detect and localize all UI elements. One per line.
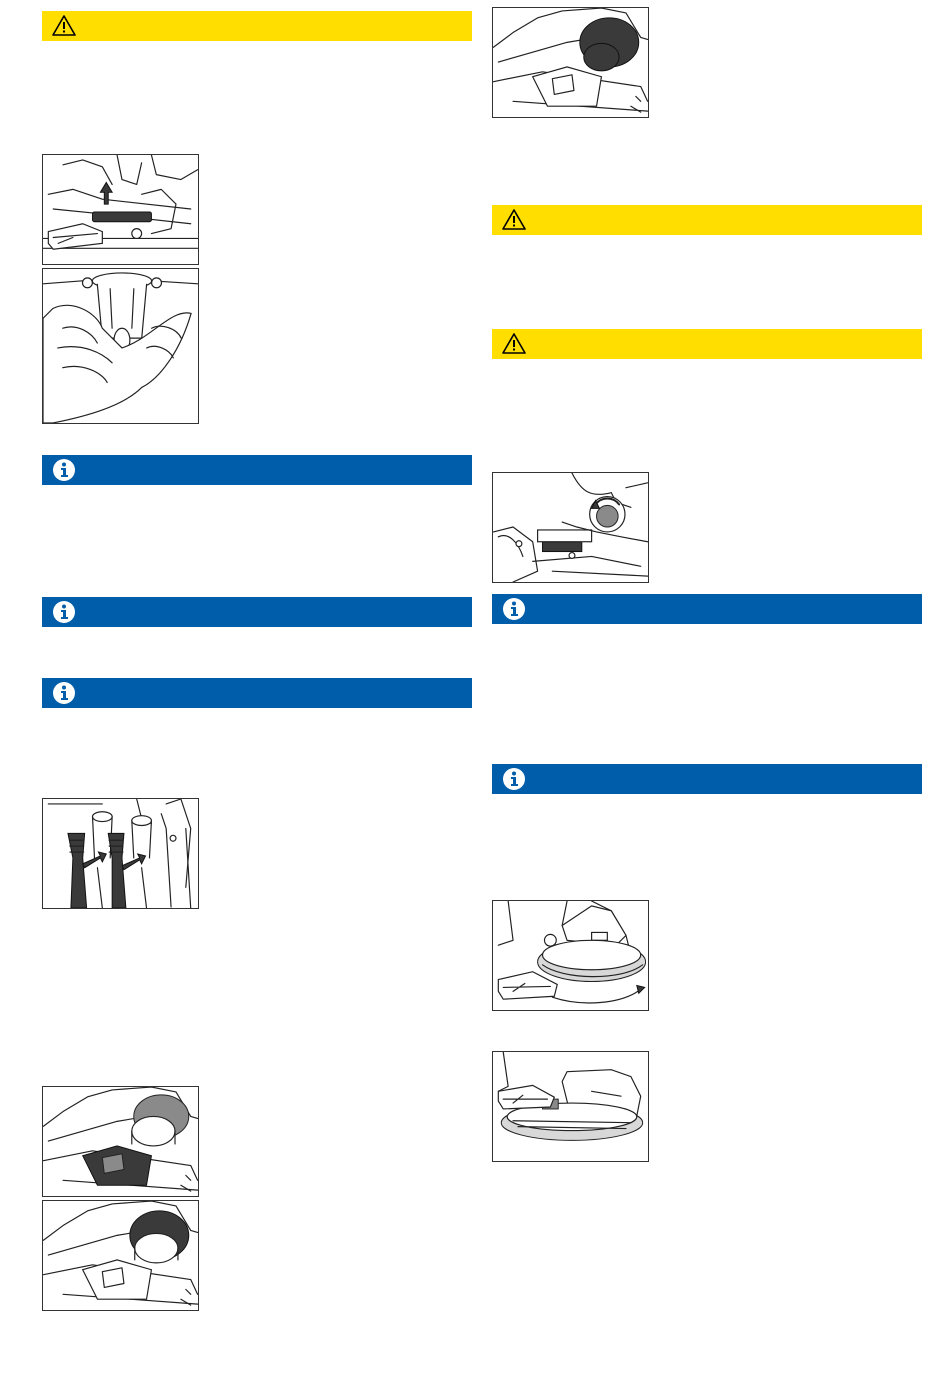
- hand-holding-connector-illustration: [42, 268, 199, 424]
- info-bar: [492, 594, 922, 624]
- rotate-knob-illustration: [492, 472, 649, 583]
- info-icon: [52, 458, 76, 482]
- info-icon: [52, 681, 76, 705]
- tank-insert-illustration: [42, 1086, 199, 1197]
- info-icon: [502, 767, 526, 791]
- tank-closed-illustration: [42, 1200, 199, 1311]
- foot-rotate-brush-head-illustration: [492, 900, 649, 1011]
- warning-triangle-icon: [502, 208, 526, 232]
- warning-triangle-icon: [502, 332, 526, 356]
- warning-bar: [492, 329, 922, 359]
- foot-press-brush-head-illustration: [492, 1051, 649, 1162]
- info-bar: [42, 597, 472, 627]
- tank-closed-illustration: [492, 7, 649, 118]
- info-bar: [492, 764, 922, 794]
- warning-triangle-icon: [52, 14, 76, 38]
- info-icon: [52, 600, 76, 624]
- hoses-detach-arrows-illustration: [42, 798, 199, 909]
- warning-bar: [492, 205, 922, 235]
- info-bar: [42, 678, 472, 708]
- foot-pedal-lift-arrow-illustration: [42, 154, 199, 265]
- warning-bar: [42, 11, 472, 41]
- info-bar: [42, 455, 472, 485]
- info-icon: [502, 597, 526, 621]
